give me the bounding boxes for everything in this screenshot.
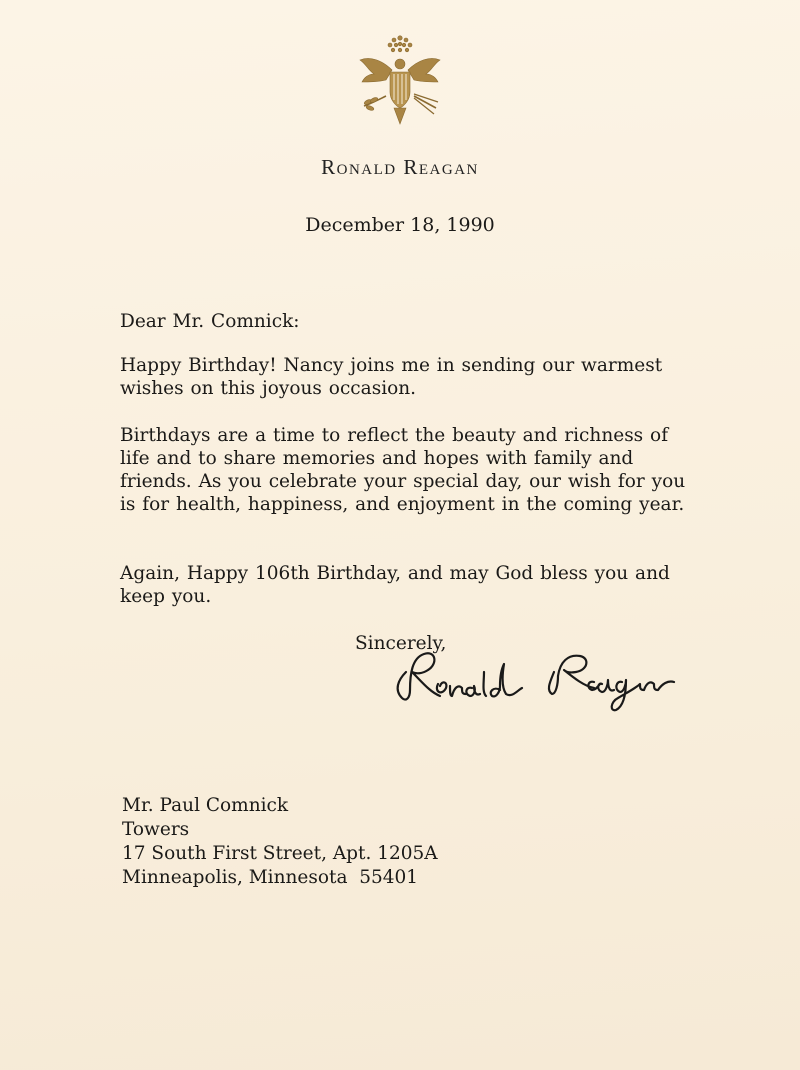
- letter-date: December 18, 1990: [305, 214, 495, 236]
- salutation: Dear Mr. Comnick:: [120, 311, 300, 332]
- address-line-city: Minneapolis, Minnesota 55401: [122, 867, 419, 888]
- closing: Sincerely,: [355, 633, 447, 654]
- recipient-address: [122, 794, 438, 890]
- address-line-name: Mr. Paul Comnick: [122, 795, 289, 816]
- handwritten-signature: [388, 632, 698, 712]
- paragraph-reflection: Birthdays are a time to reflect the beauty and richness of life and to share memories and hopes with family and friends. As you celebrate your special day, our wish for you is for health, happiness, and enjoyment in the coming year.: [120, 425, 686, 515]
- paragraph-blessing: Again, Happy 106th Birthday, and may God bless you and keep you.: [120, 563, 670, 607]
- paragraph-birthday-wishes: Happy Birthday! Nancy joins me in sending our warmest wishes on this joyous occasion.: [120, 355, 663, 399]
- address-line-building: Towers: [122, 819, 190, 840]
- address-line-street: 17 South First Street, Apt. 1205A: [122, 843, 438, 864]
- presidential-eagle-seal-icon: [352, 30, 448, 130]
- letterhead-name: Ronald Reagan: [321, 155, 479, 179]
